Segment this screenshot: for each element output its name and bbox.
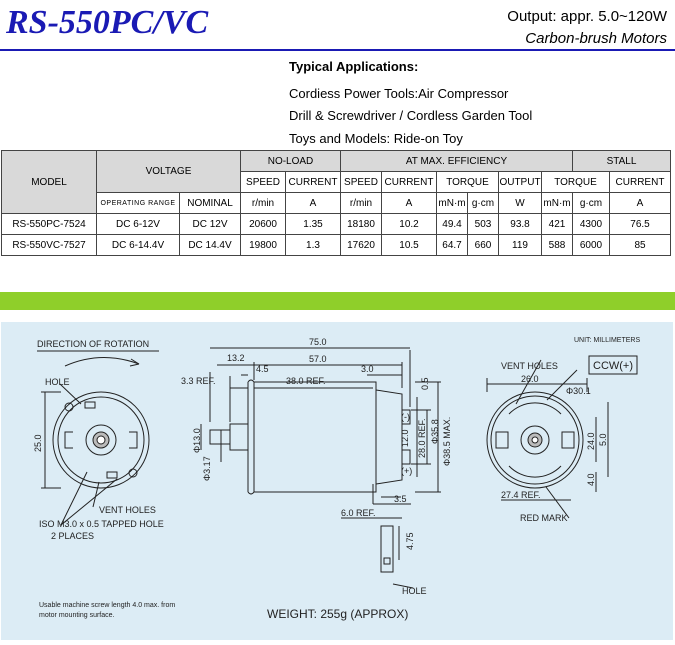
unit-rmin: r/min <box>341 193 382 214</box>
dim-13-2: 13.2 <box>227 353 245 363</box>
dim-phi-30-1: Φ30.1 <box>566 386 591 396</box>
cell-me-speed: 17620 <box>341 235 382 256</box>
cell-st-torque-gcm: 4300 <box>573 214 610 235</box>
cell-nominal: DC 14.4V <box>180 235 241 256</box>
header-speed: SPEED <box>341 172 382 193</box>
usable-note: Usable machine screw length 4.0 max. from <box>39 602 176 609</box>
dim-4-75: 4.75 <box>405 532 415 550</box>
dim-26: 26.0 <box>521 374 539 384</box>
dim-4: 4.0 <box>586 473 596 486</box>
usable-note: motor mounting surface. <box>39 612 115 619</box>
unit-a: A <box>286 193 341 214</box>
dim-phi-3-17: Φ3.17 <box>202 456 212 481</box>
dim-6: 6.0 REF. <box>341 508 376 518</box>
technical-drawing <box>1 322 673 640</box>
header-current: CURRENT <box>286 172 341 193</box>
model-title: RS-550PC/VC <box>6 4 209 41</box>
header-current: CURRENT <box>610 172 671 193</box>
cell-st-current: 76.5 <box>610 214 671 235</box>
applications-title: Typical Applications: <box>289 59 419 74</box>
unit-mnm: mN·m <box>437 193 468 214</box>
dim-24: 24.0 <box>586 432 596 450</box>
dim-phi-13: Φ13.0 <box>192 428 202 453</box>
cell-st-current: 85 <box>610 235 671 256</box>
header-stall: STALL <box>573 151 671 172</box>
dim-3-0: 3.0 <box>361 364 374 374</box>
ccw-label: CCW(+) <box>593 360 634 372</box>
unit-gcm: g·cm <box>573 193 610 214</box>
cell-me-torque-mnm: 64.7 <box>437 235 468 256</box>
places-label: 2 PLACES <box>51 531 95 541</box>
application-line: Cordiess Power Tools:Air Compressor <box>289 86 509 101</box>
unit-a: A <box>610 193 671 214</box>
unit-a: A <box>382 193 437 214</box>
hole-label: HOLE <box>45 377 70 387</box>
header-max-efficiency: AT MAX. EFFICIENCY <box>341 151 573 172</box>
unit-mnm: mN·m <box>542 193 573 214</box>
header-torque: TORQUE <box>542 172 610 193</box>
drawing-svg <box>1 322 673 640</box>
cell-range: DC 6-12V <box>97 214 180 235</box>
cell-me-speed: 18180 <box>341 214 382 235</box>
cell-me-current: 10.2 <box>382 214 437 235</box>
header-nominal: NOMINAL <box>180 193 241 214</box>
red-mark-label: RED MARK <box>520 513 568 523</box>
cell-nl-speed: 19800 <box>241 235 286 256</box>
cell-nominal: DC 12V <box>180 214 241 235</box>
application-line: Drill & Screwdriver / Cordless Garden Tool <box>289 108 533 123</box>
dim-0-5: 0.5 <box>420 377 430 390</box>
dim-4-5: 4.5 <box>256 364 269 374</box>
direction-label: DIRECTION OF ROTATION <box>37 339 150 349</box>
cell-me-torque-mnm: 49.4 <box>437 214 468 235</box>
header-output: OUTPUT <box>499 172 542 193</box>
dim-57: 57.0 <box>309 354 327 364</box>
table-row <box>2 235 671 256</box>
cell-me-current: 10.5 <box>382 235 437 256</box>
header-voltage: VOLTAGE <box>97 151 241 193</box>
hole-label: HOLE <box>402 586 427 596</box>
table-row <box>2 214 671 235</box>
cell-nl-speed: 20600 <box>241 214 286 235</box>
dim-12: 12.0 <box>400 429 410 447</box>
cell-range: DC 6-14.4V <box>97 235 180 256</box>
terminal-plus: (+) <box>401 466 413 476</box>
motor-type: Carbon-brush Motors <box>525 30 667 47</box>
dim-75: 75.0 <box>309 337 327 347</box>
cell-model: RS-550VC-7527 <box>2 235 97 256</box>
unit-note: UNIT: MILLIMETERS <box>574 337 641 344</box>
weight-label: WEIGHT: 255g (APPROX) <box>267 607 409 621</box>
spec-table <box>1 150 671 256</box>
dim-3-3: 3.3 REF. <box>181 376 216 386</box>
header-operating-range: OPERATING RANGE <box>97 193 180 214</box>
dim-28: 28.0 REF. <box>417 418 427 458</box>
header-speed: SPEED <box>241 172 286 193</box>
motor-body <box>254 382 376 492</box>
cell-me-torque-gcm: 503 <box>468 214 499 235</box>
section-divider <box>0 292 675 310</box>
vent-holes-label: VENT HOLES <box>501 361 558 371</box>
dim-25: 25.0 <box>33 434 43 452</box>
header-no-load: NO-LOAD <box>241 151 341 172</box>
dim-phi-35-8: Φ35.8 <box>430 419 440 444</box>
cell-nl-current: 1.35 <box>286 214 341 235</box>
dim-38: 38.0 REF. <box>286 376 326 386</box>
cell-me-output: 119 <box>499 235 542 256</box>
application-line: Toys and Models: Ride-on Toy <box>289 131 463 146</box>
vent-holes-label: VENT HOLES <box>99 505 156 515</box>
unit-w: W <box>499 193 542 214</box>
tapped-hole-label: ISO M3.0 x 0.5 TAPPED HOLE <box>39 519 164 529</box>
unit-rmin: r/min <box>241 193 286 214</box>
cell-st-torque-gcm: 6000 <box>573 235 610 256</box>
header-current: CURRENT <box>382 172 437 193</box>
cell-st-torque-mnm: 421 <box>542 214 573 235</box>
dim-3-5: 3.5 <box>394 494 407 504</box>
cell-me-output: 93.8 <box>499 214 542 235</box>
cell-model: RS-550PC-7524 <box>2 214 97 235</box>
cell-nl-current: 1.3 <box>286 235 341 256</box>
header-rule <box>0 49 675 51</box>
unit-gcm: g·cm <box>468 193 499 214</box>
cell-me-torque-gcm: 660 <box>468 235 499 256</box>
cell-st-torque-mnm: 588 <box>542 235 573 256</box>
header-model: MODEL <box>2 151 97 214</box>
dim-27-4: 27.4 REF. <box>501 490 541 500</box>
output-range: Output: appr. 5.0~120W <box>507 8 667 25</box>
header-torque: TORQUE <box>437 172 499 193</box>
dim-5: 5.0 <box>598 433 608 446</box>
dim-phi-38-5: Φ38.5 MAX. <box>442 416 452 466</box>
terminal-minus: (-) <box>401 412 410 422</box>
